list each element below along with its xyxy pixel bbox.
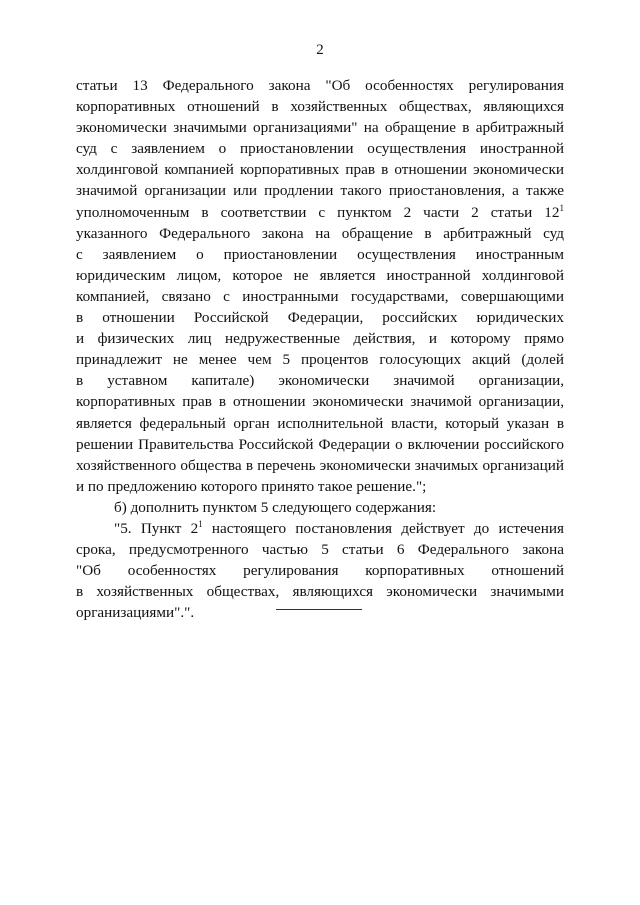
text-line [76, 286, 564, 307]
line-text: корпоративных отношений в хозяйственных обществах, являющихся [76, 98, 564, 116]
line-text: значимой организации или продлении такого приостановления, а также [76, 182, 564, 200]
line-text-continued: настоящего постановления действует до истечения [202, 519, 564, 537]
superscript: 1 [559, 202, 564, 213]
line-text: принадлежит не менее чем 5 процентов голосующих акций (долей [76, 351, 564, 369]
text-line [76, 434, 564, 455]
text-line [76, 307, 564, 328]
line-text: организациями".". [76, 604, 195, 622]
line-text: экономически значимыми организациями" на обращение в арбитражный [76, 119, 564, 137]
line-text: хозяйственного общества в перечень экономически значимых организаций [76, 456, 564, 474]
text-line [76, 349, 564, 370]
text-line [76, 328, 564, 349]
line-text: компанией, связано с иностранными государствами, совершающими [76, 287, 564, 305]
text-line [76, 159, 564, 180]
text-line [76, 476, 564, 497]
line-text: юридическим лицом, которое не является иностранной холдинговой [76, 266, 564, 284]
line-text: в отношении Российской Федерации, российских юридических [76, 309, 564, 327]
superscript: 1 [198, 518, 203, 529]
text-line [76, 138, 564, 159]
line-text: статьи 13 Федерального закона "Об особенностях регулирования [76, 77, 564, 94]
text-line [76, 560, 564, 581]
text-line [76, 518, 564, 539]
text-line [76, 370, 564, 391]
text-line [76, 244, 564, 265]
line-text: "5. Пункт 2 [114, 519, 199, 537]
text-line [76, 223, 564, 244]
line-text: "Об особенностях регулирования корпоративных отношений [76, 562, 564, 580]
line-text: и по предложению которого принято такое решение."; [76, 477, 427, 495]
text-line [76, 180, 564, 201]
text-line [76, 602, 564, 623]
text-line [76, 391, 564, 412]
line-text: холдинговой компанией корпоративных прав в отношении экономически [76, 161, 564, 179]
text-line [76, 117, 564, 138]
text-line [76, 75, 564, 96]
line-text: суд с заявлением о приостановлении осуществления иностранной [76, 140, 564, 158]
line-text: уполномоченным в соответствии с пунктом 2 части 2 статьи 12 [76, 203, 560, 221]
line-text: указанного Федерального закона на обращение в арбитражный суд [76, 224, 564, 242]
text-line [76, 265, 564, 286]
text-line [76, 455, 564, 476]
line-text: корпоративных прав в отношении экономически значимой организации, [76, 393, 564, 411]
text-line [76, 96, 564, 117]
line-text: с заявлением о приостановлении осуществления иностранным [76, 245, 564, 263]
line-text: срока, предусмотренного частью 5 статьи 6 Федерального закона [76, 541, 564, 559]
line-text: решении Правительства Российской Федерации о включении российского [76, 435, 564, 453]
line-text: и физических лиц недружественные действия, и которому прямо [76, 330, 564, 348]
text-line [76, 497, 564, 518]
end-separator-line [276, 609, 362, 610]
line-text: б) дополнить пунктом 5 следующего содержания: [114, 498, 437, 516]
page-number: 2 [316, 42, 324, 58]
line-text: является федеральный орган исполнительной власти, который указан в [76, 414, 564, 432]
text-line [76, 202, 564, 223]
text-line [76, 413, 564, 434]
line-text: в хозяйственных обществах, являющихся экономически значимыми [76, 583, 564, 601]
text-line [76, 539, 564, 560]
text-line [76, 581, 564, 602]
line-text: в уставном капитале) экономически значимой организации, [76, 372, 564, 390]
document-body [76, 75, 564, 623]
